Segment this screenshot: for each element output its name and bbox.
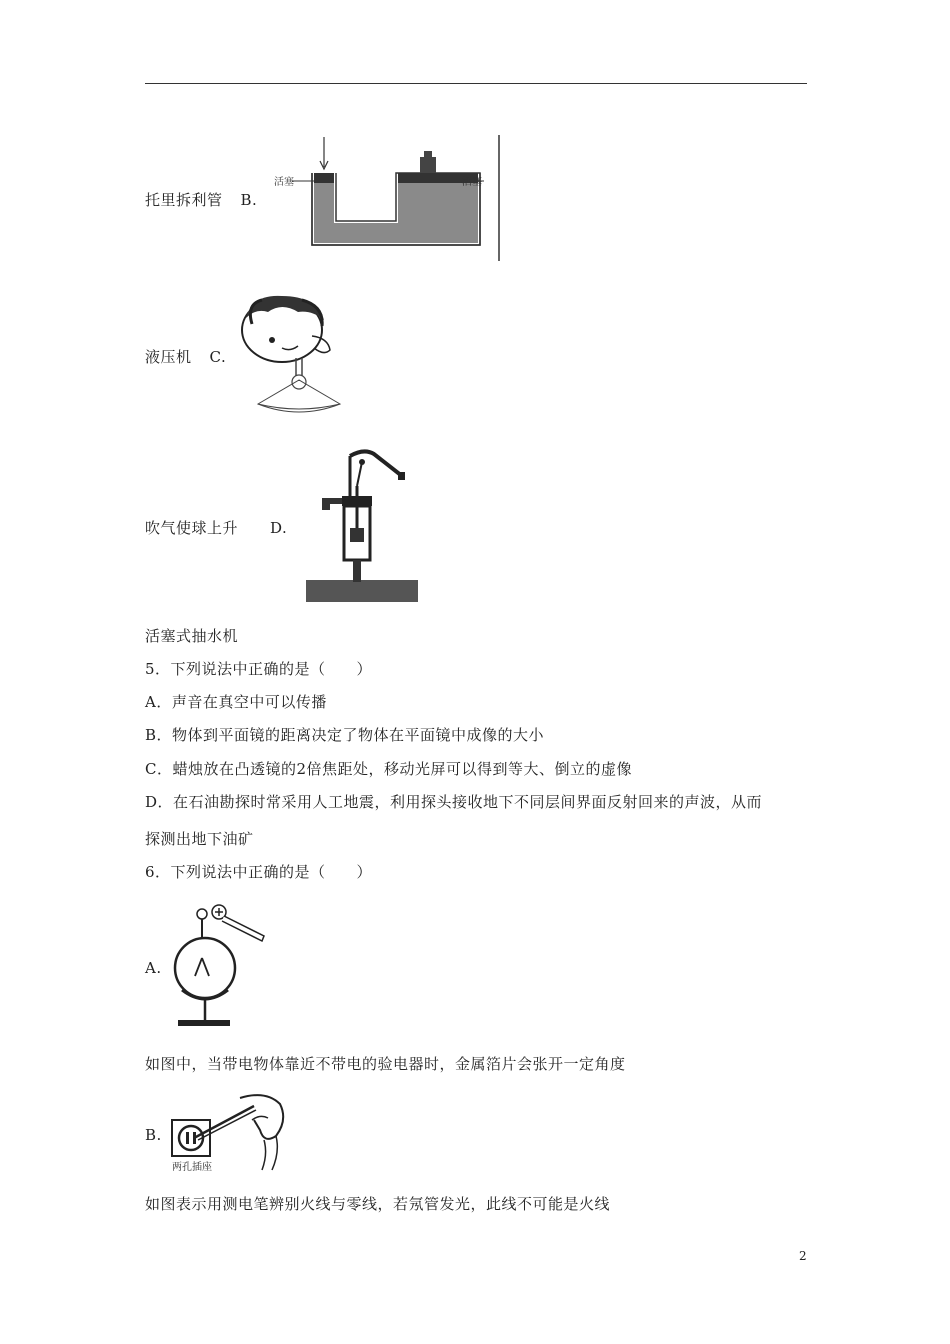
option-c-prefix: 液压机 [145, 348, 192, 366]
option-b-letter: B. [240, 191, 258, 209]
option-b-prefix: 托里拆利管 [145, 191, 223, 209]
option-d-line [145, 518, 287, 538]
option-b-line [145, 190, 257, 210]
q5-option-a: A．声音在真空中可以传播 [145, 693, 327, 711]
option-d-letter: D. [270, 519, 288, 537]
q5-stem: 5．下列说法中正确的是（ ） [145, 660, 373, 678]
q6-option-a-text: 如图中，当带电物体靠近不带电的验电器时，金属箔片会张开一定角度 [145, 1055, 626, 1073]
q6-option-a-letter: A. [145, 959, 162, 977]
q6-stem: 6．下列说法中正确的是（ ） [145, 863, 373, 881]
electroscope-figure [168, 900, 272, 1032]
piston-pump-figure [306, 446, 421, 604]
hydraulic-press-figure [270, 133, 502, 263]
q6-option-b-letter: B. [145, 1126, 162, 1144]
q5-option-c: C．蜡烛放在凸透镜的2倍焦距处，移动光屏可以得到等大、倒立的虚像 [145, 760, 633, 778]
left-piston-label: 活塞 [274, 177, 294, 188]
q6-option-b-text: 如图表示用测电笔辨别火线与零线，若氖管发光，此线不可能是火线 [145, 1195, 611, 1213]
option-c-letter: C. [209, 348, 227, 366]
q5-option-d: D．在石油勘探时常采用人工地震，利用探头接收地下不同层间界面反射回来的声波，从而 [145, 793, 763, 811]
pump-caption: 活塞式抽水机 [145, 627, 239, 645]
test-pen-figure [168, 1090, 298, 1174]
socket-label: 两孔插座 [172, 1162, 212, 1173]
q5-option-b: B．物体到平面镜的距离决定了物体在平面镜中成像的大小 [145, 726, 545, 744]
right-piston-label: 活塞 [462, 177, 482, 188]
blowing-ball-figure [232, 290, 342, 420]
header-rule [145, 83, 807, 84]
option-c-line [145, 347, 226, 367]
q5-option-d-cont: 探测出地下油矿 [145, 830, 254, 848]
page-number: 2 [799, 1249, 807, 1263]
option-d-prefix: 吹气使球上升 [145, 519, 239, 537]
